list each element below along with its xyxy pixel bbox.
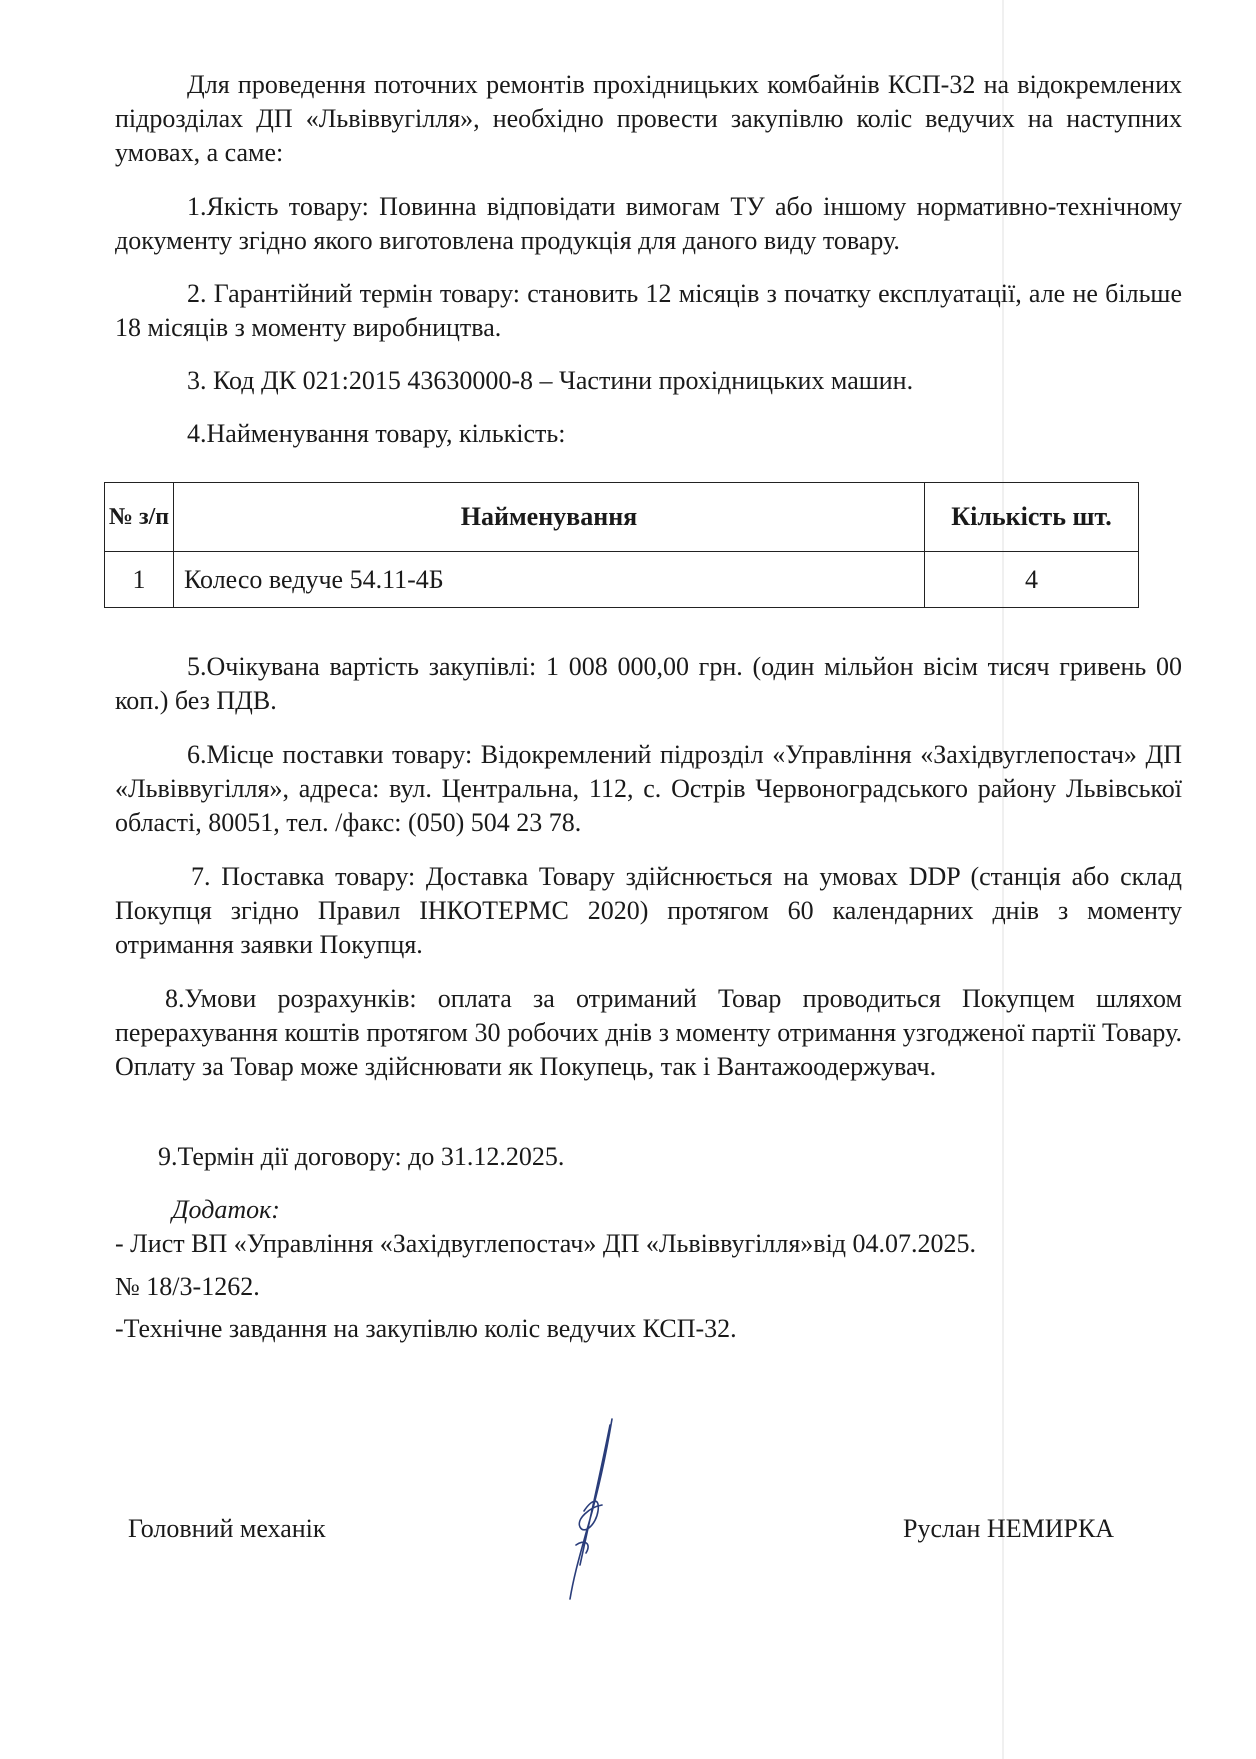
- table-header-row: [105, 483, 1139, 552]
- item-warranty: 2. Гарантійний термін товару: становить 12 місяців з початку експлуатації, але не більше 18 місяців з моменту виробництва.: [115, 279, 1182, 342]
- item-delivery-place: 6.Місце поставки товару: Відокремлений підрозділ «Управління «Західвуглепостач» ДП «Львіввугілля», адреса: вул. Центральна, 112, с. Острів Червоноградського району Львівської області, 80051, тел. /факс: (050) 504 23 78.: [115, 740, 1182, 837]
- cell-name: Колесо ведуче 54.11-4Б: [174, 552, 925, 608]
- attachment-line-3: -Технічне завдання на закупівлю коліс ведучих КСП-32.: [115, 1314, 737, 1343]
- table-row: [105, 552, 1139, 608]
- signature-mark: [540, 1415, 650, 1605]
- header-num: № з/п: [105, 483, 174, 552]
- attachment-title: Додаток:: [172, 1195, 280, 1224]
- item-cost: 5.Очікувана вартість закупівлі: 1 008 000,00 грн. (один мільйон вісім тисяч гривень 00 коп.) без ПДВ.: [115, 652, 1182, 715]
- signature-name: Руслан НЕМИРКА: [903, 1514, 1115, 1543]
- goods-table: [104, 482, 1139, 608]
- item-quality: 1.Якість товару: Повинна відповідати вимогам ТУ або іншому нормативно-технічному документу згідно якого виготовлена продукція для даного виду товару.: [115, 192, 1182, 255]
- cell-num: 1: [105, 552, 174, 608]
- header-qty: Кількість шт.: [925, 483, 1139, 552]
- header-name: Найменування: [174, 483, 925, 552]
- item-delivery-terms: 7. Поставка товару: Доставка Товару здійснюється на умовах DDP (станція або склад Покупця згідно Правил ІНКОТЕРМС 2020) протягом 60 календарних днів з моменту отримання заявки Покупця.: [115, 862, 1182, 959]
- signature-position: Головний механік: [128, 1514, 326, 1543]
- intro-paragraph: Для проведення поточних ремонтів прохідницьких комбайнів КСП-32 на відокремлених підрозділах ДП «Львіввугілля», необхідно провести закупівлю коліс ведучих на наступних умовах, а саме:: [115, 70, 1182, 167]
- attachment-line-1: - Лист ВП «Управління «Західвуглепостач» ДП «Львіввугілля»від 04.07.2025.: [115, 1229, 977, 1258]
- item-payment: 8.Умови розрахунків: оплата за отриманий Товар проводиться Покупцем шляхом перерахування коштів протягом 30 робочих днів з моменту отримання узгодженої партії Товару. Оплату за Товар може здійснювати як Покупець, так і Вантажоодержувач.: [115, 984, 1182, 1081]
- cell-qty: 4: [925, 552, 1139, 608]
- item-term: 9.Термін дії договору: до 31.12.2025.: [158, 1142, 565, 1171]
- item-code: 3. Код ДК 021:2015 43630000-8 – Частини прохідницьких машин.: [187, 366, 914, 395]
- item-goods-title: 4.Найменування товару, кількість:: [187, 419, 566, 448]
- attachment-line-2: № 18/3-1262.: [115, 1272, 260, 1301]
